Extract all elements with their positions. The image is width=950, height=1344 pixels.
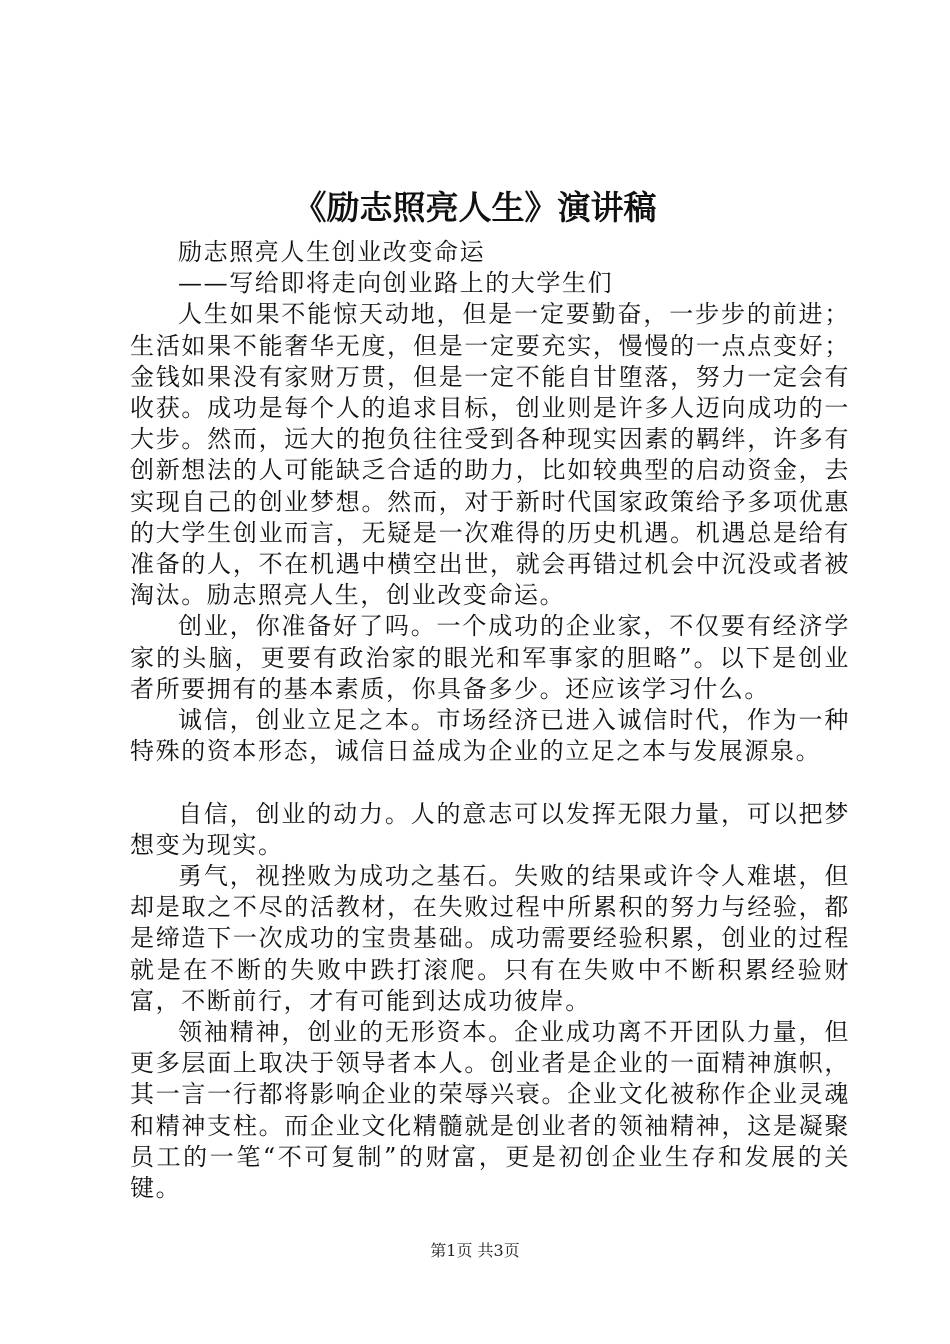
dedication-line: ——写给即将走向创业路上的大学生们 xyxy=(178,269,614,298)
paragraph-confidence: 自信，创业的动力。人的意志可以发挥无限力量，可以把梦想变为现实。 xyxy=(130,799,850,859)
document-title: 《励志照亮人生》演讲稿 xyxy=(293,188,657,227)
document-body xyxy=(130,237,850,1204)
page-footer: 第1页 共3页 xyxy=(430,1241,520,1260)
paragraph-intro: 人生如果不能惊天动地，但是一定要勤奋，一步步的前进；生活如果不能奢华无度，但是一定要充实，慢慢的一点点变好；金钱如果没有家财万贯，但是一定不能自甘堕落，努力一定会有收获。成功是每个人的追求目标，创业则是许多人迈向成功的一大步。然而，远大的抱负往往受到各种现实因素的羁绊，许多有创新想法的人可能缺乏合适的助力，比如较典型的启动资金，去实现自己的创业梦想。然而，对于新时代国家政策给予多项优惠的大学生创业而言，无疑是一次难得的历史机遇。机遇总是给有准备的人，不在机遇中横空出世，就会再错过机会中沉没或者被淘汰。励志照亮人生，创业改变命运。 xyxy=(130,300,850,610)
paragraph-courage: 勇气，视挫败为成功之基石。失败的结果或许令人难堪，但却是取之不尽的活教材，在失败过程中所累积的努力与经验，都是缔造下一次成功的宝贵基础。成功需要经验积累，创业的过程就是在不断的失败中跌打滚爬。只有在失败中不断积累经验财富，不断前行，才有可能到达成功彼岸。 xyxy=(130,862,850,1015)
subtitle-line: 励志照亮人生创业改变命运 xyxy=(178,238,486,266)
paragraph-integrity: 诚信，创业立足之本。市场经济已进入诚信时代，作为一种特殊的资本形态，诚信日益成为企业的立足之本与发展源泉。 xyxy=(130,706,850,766)
paragraph-leadership: 领袖精神，创业的无形资本。企业成功离不开团队力量，但更多层面上取决于领导者本人。创业者是企业的一面精神旗帜，其一言一行都将影响企业的荣辱兴衰。企业文化被称作企业灵魂和精神支柱。而企业文化精髓就是创业者的领袖精神，这是凝聚员工的一笔“不可复制”的财富，更是初创企业生存和发展的关键。 xyxy=(130,1018,850,1203)
paragraph-ready: 创业，你准备好了吗。一个成功的企业家，不仅要有经济学家的头脑，更要有政治家的眼光和军事家的胆略”。以下是创业者所要拥有的基本素质，你具备多少。还应该学习什么。 xyxy=(130,612,850,703)
